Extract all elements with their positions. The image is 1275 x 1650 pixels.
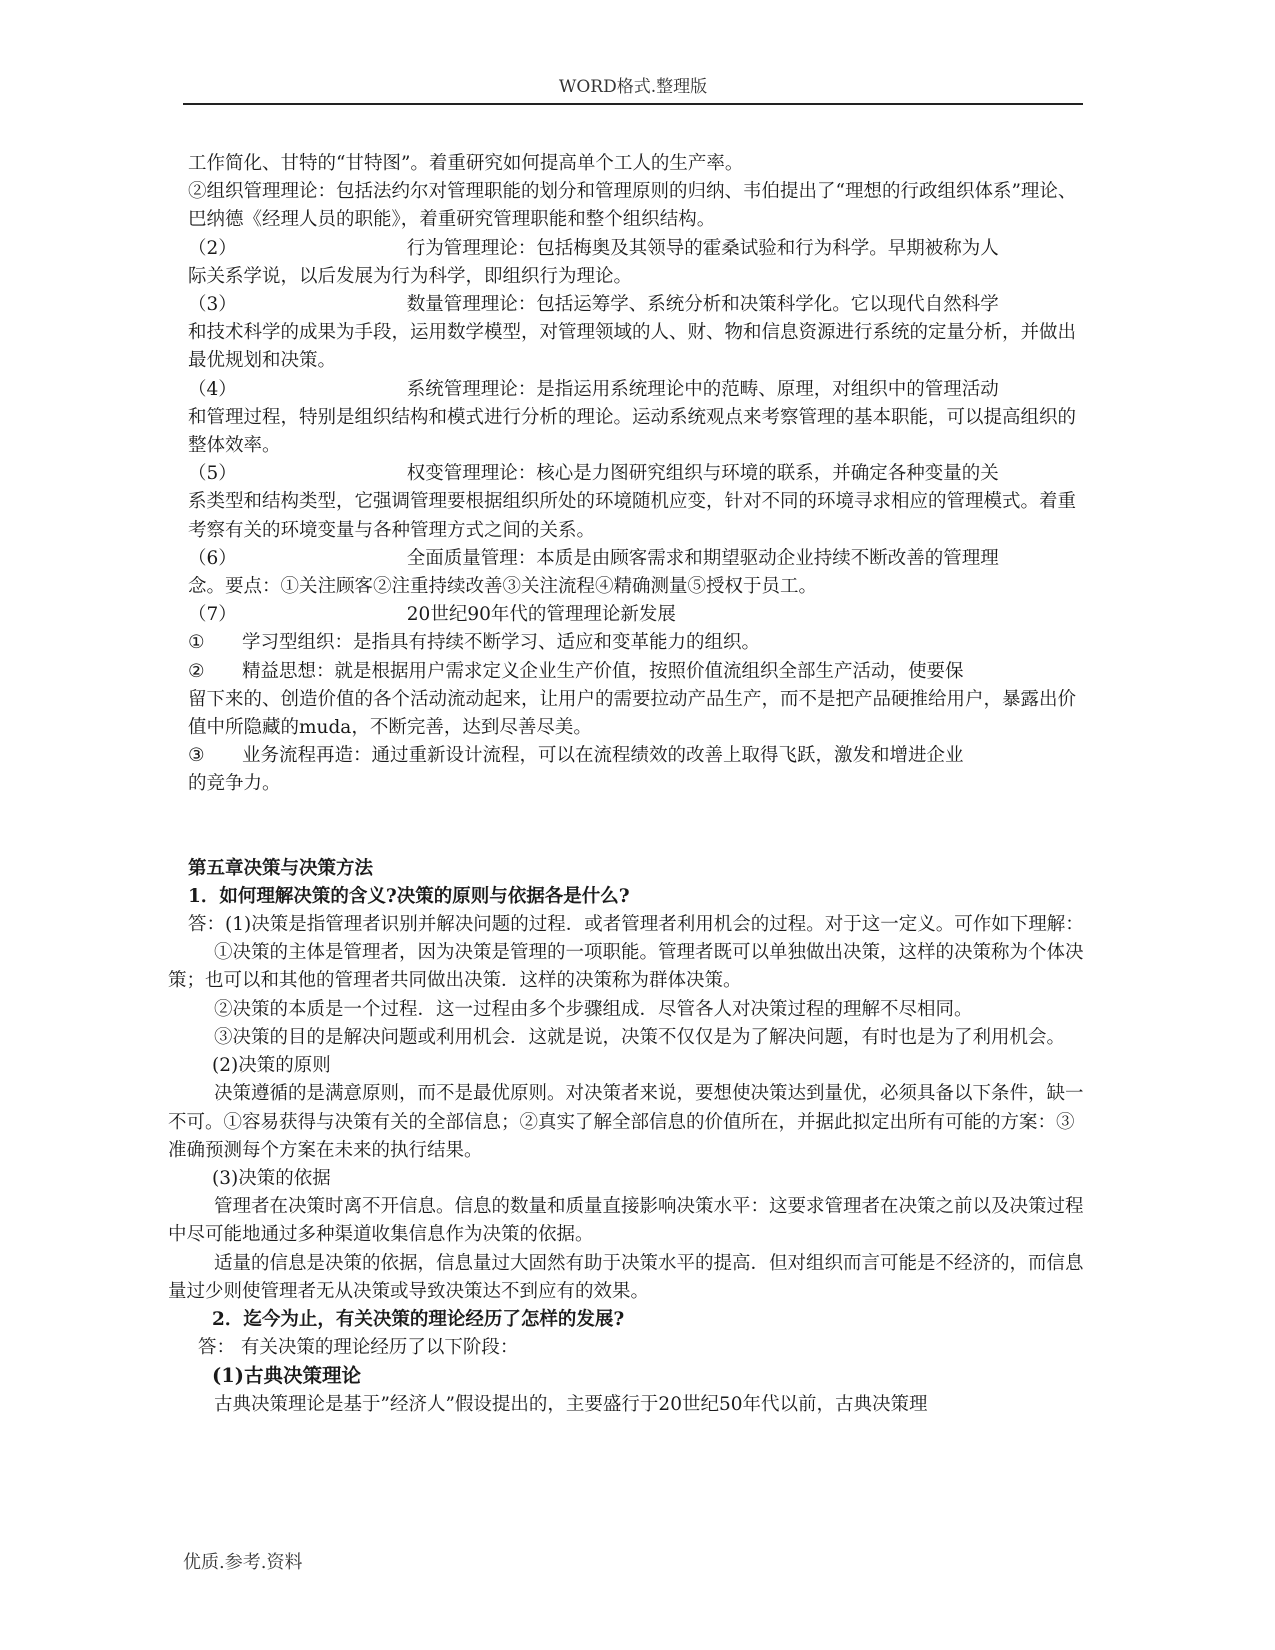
paragraph: 念。要点：①关注顾客②注重持续改善③关注流程④精确测量⑤授权于员工。 — [188, 576, 818, 598]
paragraph: ①决策的主体是管理者，因为决策是管理的一项职能。管理者既可以单独做出决策，这样的决策称为个体决策；也可以和其他的管理者共同做出决策．这样的决策称为群体决策。 — [168, 942, 1084, 992]
sub-heading-bold: (1)古典决策理论 — [212, 1364, 362, 1388]
paragraph: 和技术科学的成果为手段，运用数学模型，对管理领域的人、财、物和信息资源进行系统的定量分析，并做出最优规划和决策。 — [188, 322, 1077, 372]
item-text: 权变管理理论：核心是力图研究组织与环境的联系，并确定各种变量的关 — [406, 463, 999, 485]
paragraph: ②决策的本质是一个过程．这一过程由多个步骤组成．尽管各人对决策过程的理解不尽相同。 — [214, 998, 973, 1020]
page-header — [183, 72, 1083, 105]
item-text: 20世纪90年代的管理理论新发展 — [406, 604, 676, 626]
paragraph: 工作简化、甘特的“甘特图”。着重研究如何提高单个工人的生产率。 — [188, 153, 744, 174]
paragraph: 古典决策理论是基于”经济人”假设提出的，主要盛行于20世纪50年代以前，古典决策理 — [214, 1393, 928, 1415]
footer-text: 优质.参考.资料 — [183, 1552, 303, 1573]
numbered-item — [168, 460, 1088, 488]
paragraph: 决策遵循的是满意原则，而不是最优原则。对决策者来说，要想使决策达到量优，必须具备以下条件，缺一不可。①容易获得与决策有关的全部信息；②真实了解全部信息的价值所在，并据此拟定出所有可能的方案：③准确预测每个方案在未来的执行结果。 — [168, 1083, 1084, 1161]
answer-paragraph: 答： 有关决策的理论经历了以下阶段： — [198, 1337, 519, 1359]
item-number: ② — [188, 660, 205, 682]
paragraph: ②组织管理理论：包括法约尔对管理职能的划分和管理原则的归纳、韦伯提出了“理想的行政组织体系”理论、巴纳德《经理人员的职能》，着重研究管理职能和整个组织结构。 — [188, 181, 1077, 231]
item-number: （7） — [188, 604, 237, 626]
item-number: （4） — [188, 378, 237, 400]
item-number: （3） — [188, 294, 237, 316]
circled-item — [168, 658, 1088, 686]
item-text: 精益思想：就是根据用户需求定义企业生产价值，按照价值流组织全部生产活动，使要保 — [242, 660, 964, 682]
numbered-item — [168, 235, 1088, 263]
paragraph: 管理者在决策时离不开信息。信息的数量和质量直接影响决策水平：这要求管理者在决策之前以及决策过程中尽可能地通过多种渠道收集信息作为决策的依据。 — [168, 1196, 1084, 1246]
circled-item — [168, 742, 1088, 770]
paragraph: 的竞争力。 — [188, 773, 281, 795]
numbered-item — [168, 376, 1088, 404]
item-number: （6） — [188, 547, 237, 569]
paragraph: 留下来的、创造价值的各个活动流动起来，让用户的需要拉动产品生产，而不是把产品硬推给用户，暴露出价值中所隐藏的muda，不断完善，达到尽善尽美。 — [188, 688, 1077, 739]
item-text: 业务流程再造：通过重新设计流程，可以在流程绩效的改善上取得飞跃，激发和增进企业 — [242, 745, 964, 767]
numbered-item — [168, 545, 1088, 573]
item-number: ③ — [188, 745, 205, 767]
header-text: WORD格式.整理版 — [558, 77, 708, 97]
question-heading: 2．迄今为止，有关决策的理论经历了怎样的发展? — [212, 1308, 625, 1330]
answer-paragraph: 答：(1)决策是指管理者识别并解决问题的过程．或者管理者利用机会的过程。对于这一定义。可作如下理解： — [188, 914, 1084, 936]
numbered-item — [168, 601, 1088, 629]
chapter-title: 第五章决策与决策方法 — [188, 857, 374, 879]
item-text: 数量管理理论：包括运筹学、系统分析和决策科学化。它以现代自然科学 — [406, 294, 999, 316]
paragraph: ③决策的目的是解决问题或利用机会．这就是说，决策不仅仅是为了解决问题，有时也是为了利用机会。 — [214, 1026, 1066, 1048]
item-text: 全面质量管理：本质是由顾客需求和期望驱动企业持续不断改善的管理理 — [406, 547, 999, 569]
paragraph: 系类型和结构类型，它强调管理要根据组织所处的环境随机应变，针对不同的环境寻求相应的管理模式。着重考察有关的环境变量与各种管理方式之间的关系。 — [188, 491, 1077, 541]
numbered-item — [168, 291, 1088, 319]
item-number: （2） — [188, 237, 237, 259]
paragraph: 适量的信息是决策的依据，信息量过大固然有助于决策水平的提高．但对组织而言可能是不经济的，而信息量过少则使管理者无从决策或导致决策达不到应有的效果。 — [168, 1252, 1084, 1302]
item-number: ① — [188, 632, 205, 654]
sub-heading: (3)决策的依据 — [212, 1167, 331, 1189]
page-footer — [183, 1548, 302, 1574]
item-number: （5） — [188, 463, 237, 485]
sub-heading: (2)决策的原则 — [212, 1055, 331, 1077]
item-text: 行为管理理论：包括梅奥及其领导的霍桑试验和行为科学。早期被称为人 — [406, 237, 999, 259]
item-text: 系统管理理论：是指运用系统理论中的范畴、原理，对组织中的管理活动 — [406, 378, 999, 400]
document-body — [168, 150, 1088, 1419]
paragraph: 和管理过程，特别是组织结构和模式进行分析的理论。运动系统观点来考察管理的基本职能，可以提高组织的整体效率。 — [188, 406, 1077, 457]
question-heading: 1．如何理解决策的含义?决策的原则与依据各是什么? — [188, 885, 630, 907]
item-text: 学习型组织：是指具有持续不断学习、适应和变革能力的组织。 — [242, 632, 761, 654]
circled-item — [168, 629, 1088, 657]
paragraph: 际关系学说，以后发展为行为科学，即组织行为理论。 — [188, 265, 633, 287]
